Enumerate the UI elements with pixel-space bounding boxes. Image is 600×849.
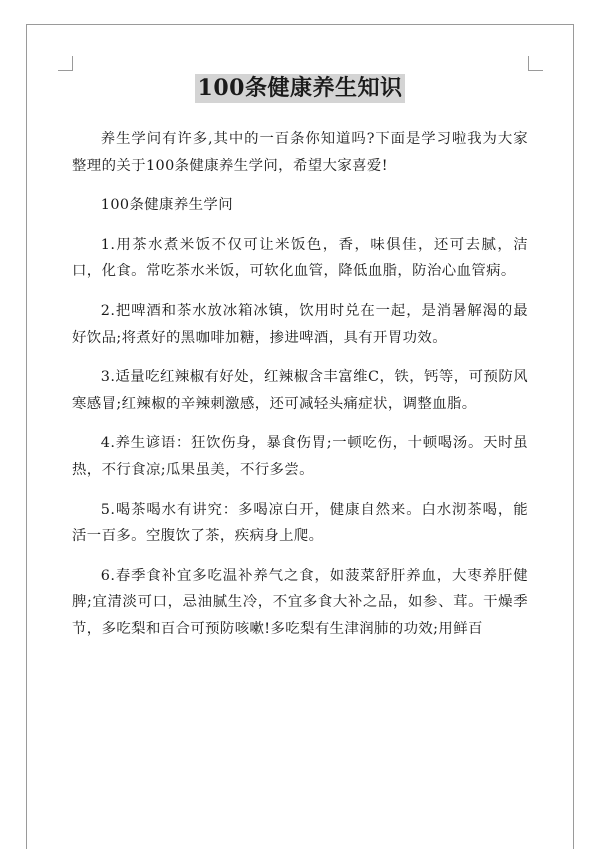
crop-mark-top-right: [528, 56, 543, 71]
tip-1-paragraph: 1.用茶水煮米饭不仅可让米饭色，香，味俱佳，还可去腻，洁口，化食。常吃茶水米饭，可软化血管，降低血脂，防治心血管病。: [72, 236, 528, 280]
document-title: 100条健康养生知识: [195, 74, 406, 103]
tip-2-paragraph: 2.把啤酒和茶水放冰箱冰镇，饮用时兑在一起，是消暑解渴的最好饮品;将煮好的黑咖啡加糖，掺进啤酒，具有开胃功效。: [72, 302, 528, 346]
tip-5-paragraph: 5.喝茶喝水有讲究：多喝凉白开，健康自然来。白水沏茶喝，能活一百多。空腹饮了茶，疾病身上爬。: [72, 501, 528, 545]
crop-mark-top-left: [58, 56, 73, 71]
section-heading: 100条健康养生学问: [100, 197, 233, 214]
tip-6-paragraph: 6.春季食补宜多吃温补养气之食，如菠菜舒肝养血，大枣养肝健脾;宜清淡可口，忌油腻生冷，不宜多食大补之品，如参、茸。干燥季节，多吃梨和百合可预防咳嗽!多吃梨有生津润肺的功效;用鲜百: [72, 567, 528, 637]
title-container: [0, 74, 600, 103]
tip-4-paragraph: 4.养生谚语：狂饮伤身，暴食伤胃;一顿吃伤，十顿喝汤。天时虽热，不行食凉;瓜果虽美，不行多尝。: [72, 435, 528, 478]
document-body: [72, 126, 528, 656]
tip-3-paragraph: 3.适量吃红辣椒有好处，红辣椒含丰富维C，铁，钙等，可预防风寒感冒;红辣椒的辛辣刺激感，还可减轻头痛症状，调整血脂。: [72, 369, 528, 412]
intro-paragraph: 养生学问有许多,其中的一百条你知道吗?下面是学习啦我为大家整理的关于100条健康养生学问，希望大家喜爱!: [72, 131, 528, 174]
